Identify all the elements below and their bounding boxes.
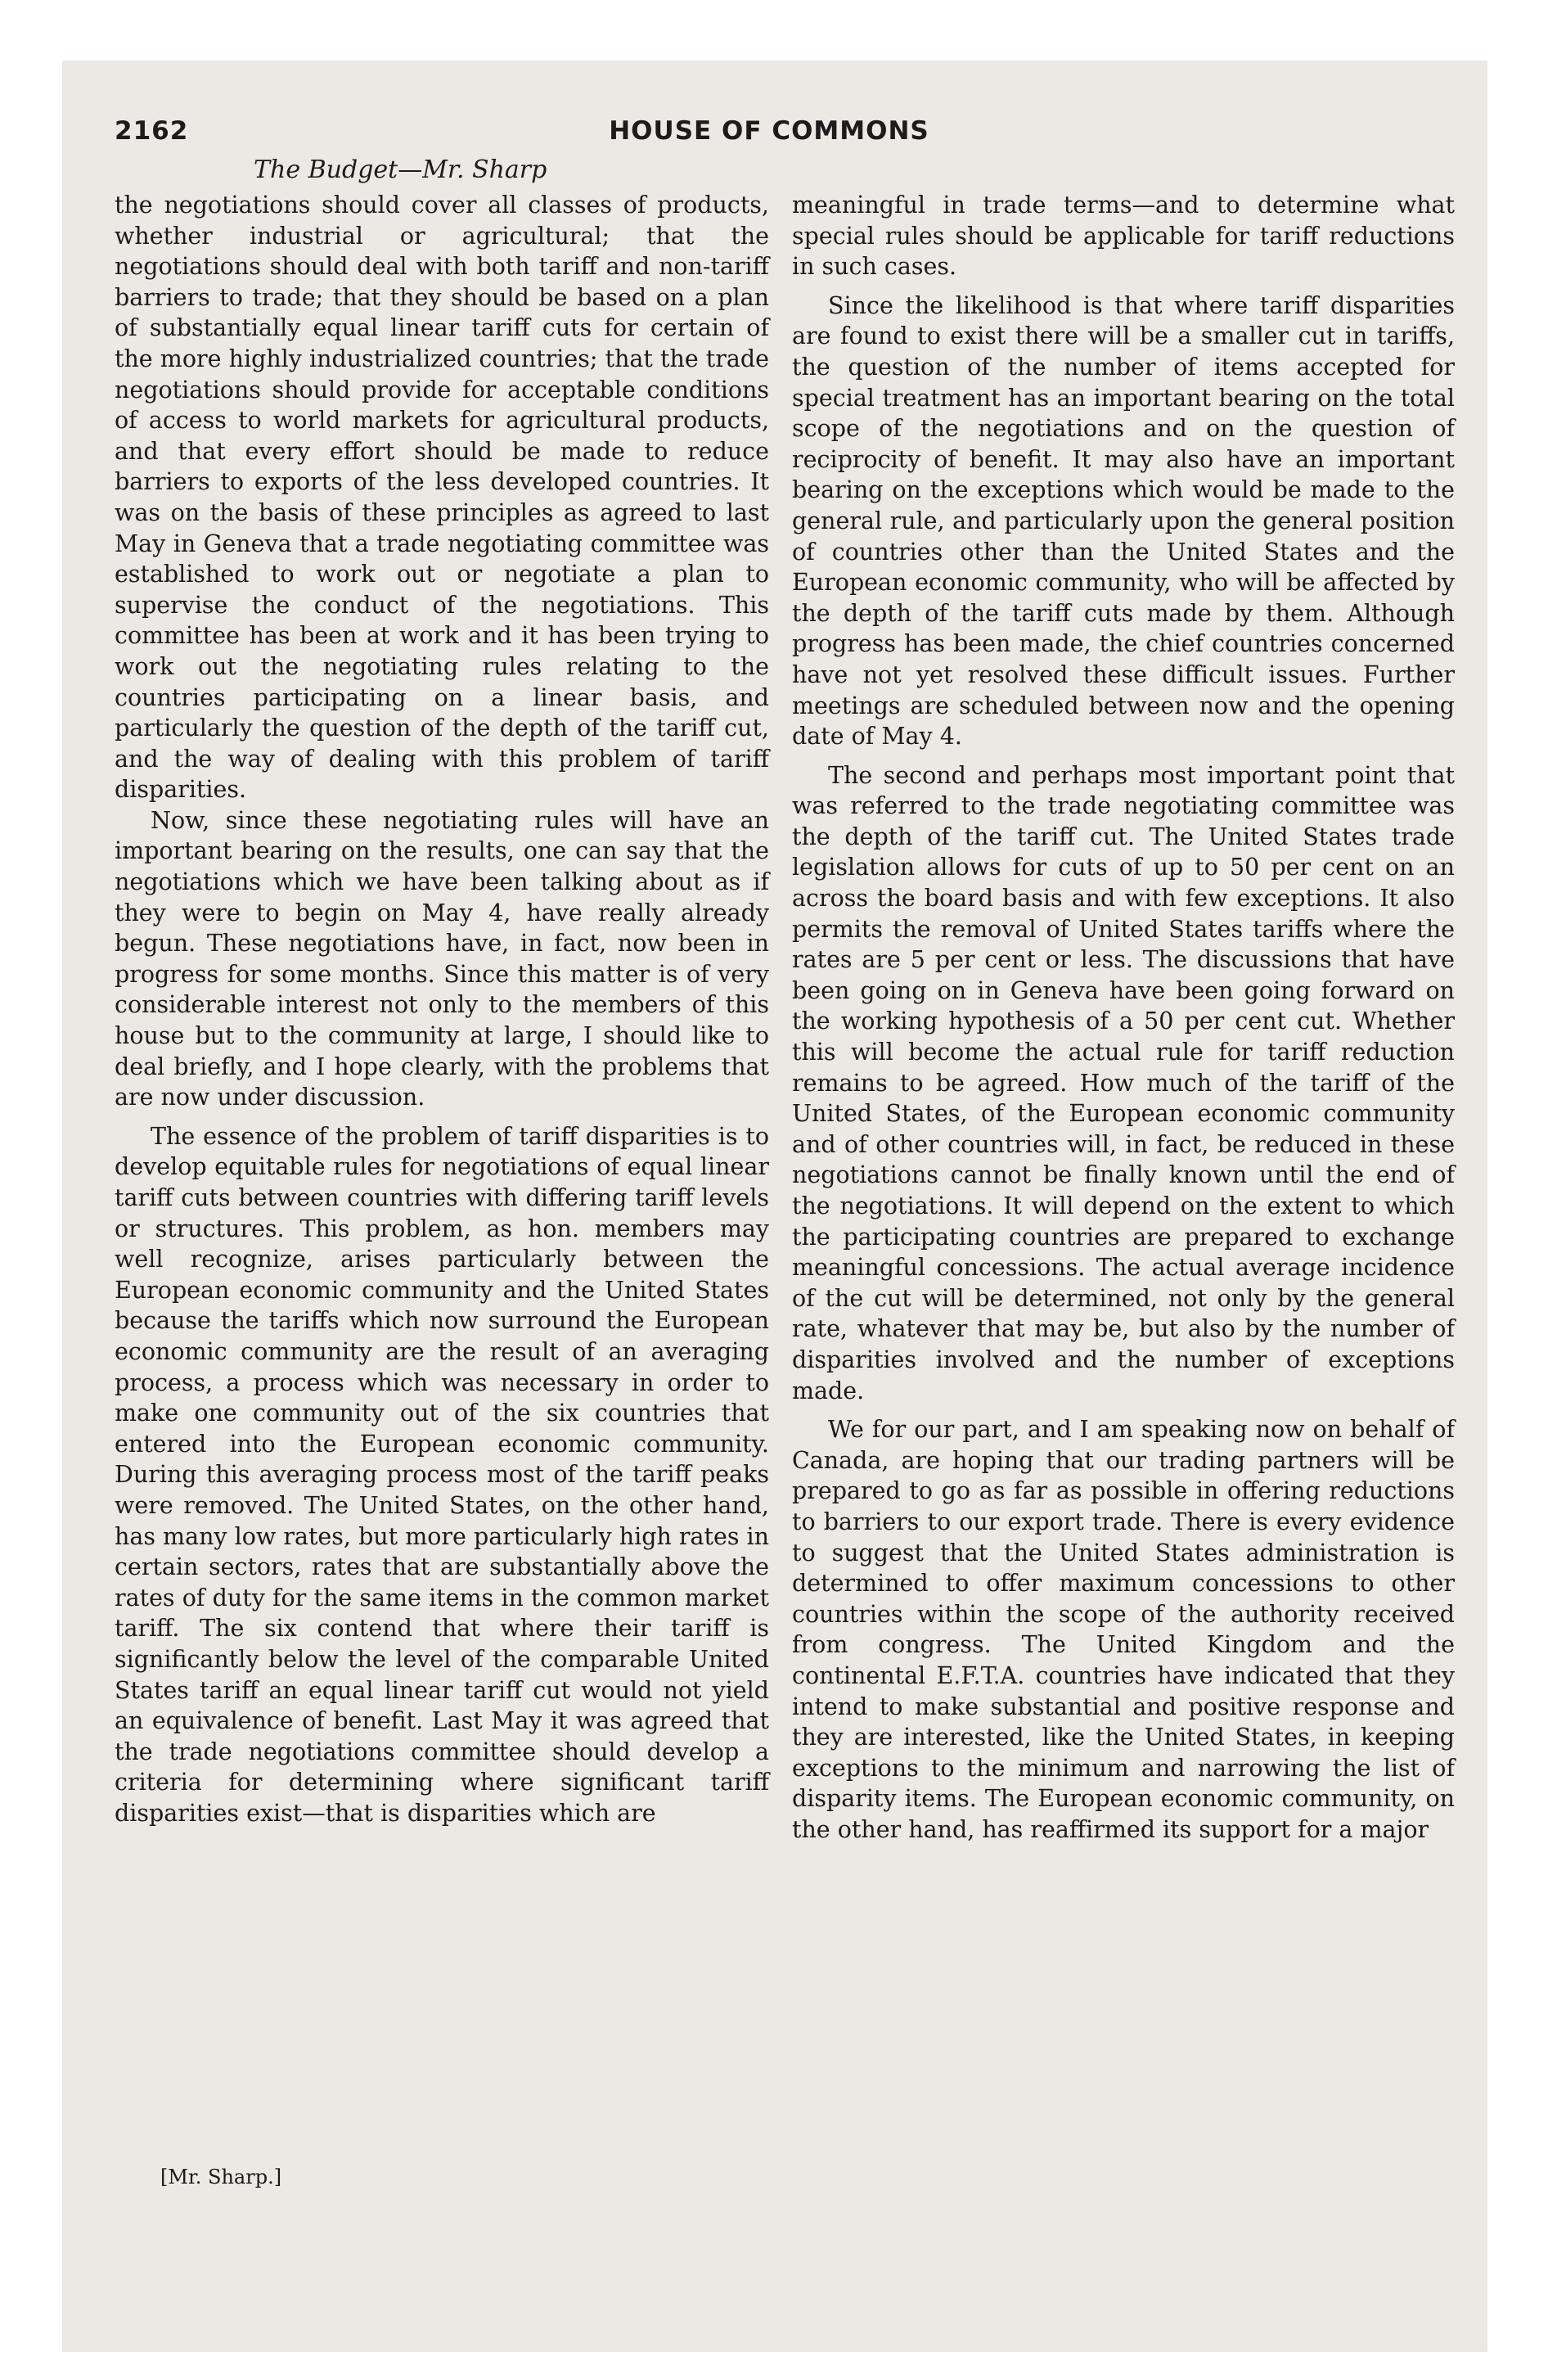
paragraph: meaningful in trade terms—and to determine what special rules should be applicable for tariff reductions in such cases.: [792, 192, 1455, 281]
speaker-tag: [Mr. Sharp.]: [160, 2166, 282, 2188]
left-column: [115, 190, 769, 1828]
paragraph: Since the likelihood is that where tariff disparities are found to exist there will be a smaller cut in tariffs, the question of the number of items accepted for special treatment has an important bearing on the total scope of the negotiations and on the question of reciprocity of benefit. It may also have an important bearing on the exceptions which would be made to the general rule, and particularly upon the general position of countries other than the United States and the European economic community, who will be affected by the depth of the tariff cuts made by them. Although progress has been made, the chief countries concerned have not yet resolved these difficult issues. Further meetings are scheduled between now and the opening date of May 4.: [792, 291, 1455, 751]
paragraph: The essence of the problem of tariff disparities is to develop equitable rules for negotiations of equal linear tariff cuts between countries with differing tariff levels or structures. This problem, as hon. members may well recognize, arises particularly between the European economic community and the United States because the tariffs which now surround the European economic community are the result of an averaging process, a process which was necessary in order to make one community out of the six countries that entered into the European economic community. During this averaging process most of the tariff peaks were removed. The United States, on the other hand, has many low rates, but more particularly high rates in certain sectors, rates that are substantially above the rates of duty for the same items in the common market tariff. The six contend that where their tariff is significantly below the level of the comparable United States tariff an equal linear tariff cut would not yield an equivalence of benefit. Last May it was agreed that the trade negotiations committee should develop a criteria for determining where significant tariff disparities exist—that is disparities which are: [115, 1122, 769, 1827]
right-column: [792, 190, 1455, 1845]
paragraph: Now, since these negotiating rules will have an important bearing on the results, one can say that the negotiations which we have been talking about as if they were to begin on May 4, have really already begun. These negotiations have, in fact, now been in progress for some months. Since this matter is of very considerable interest not only to the members of this house but to the community at large, I should like to deal briefly, and I hope clearly, with the problems that are now under discussion.: [115, 806, 769, 1111]
paragraph: the negotiations should cover all classes of products, whether industrial or agricultural; that the negotiations should deal with both tariff and non-tariff barriers to trade; that they should be based on a plan of substantially equal linear tariff cuts for certain of the more highly industrialized countries; that the trade negotiations should provide for acceptable conditions of access to world markets for agricultural products, and that every effort should be made to reduce barriers to exports of the less developed countries. It was on the basis of these principles as agreed to last May in Geneva that a trade negotiating committee was established to work out or negotiate a plan to supervise the conduct of the negotiations. This committee has been at work and it has been trying to work out the negotiating rules relating to the countries participating on a linear basis, and particularly the question of the depth of the tariff cut, and the way of dealing with this problem of tariff disparities.: [115, 192, 769, 804]
section-subheading: The Budget—Mr. Sharp: [254, 156, 547, 184]
page-header: [115, 116, 1424, 149]
page-number: 2162: [115, 116, 189, 146]
running-head: HOUSE OF COMMONS: [609, 116, 929, 146]
paragraph: The second and perhaps most important point that was referred to the trade negotiating committee was the depth of the tariff cut. The United States trade legislation allows for cuts of up to 50 per cent on an across the board basis and with few exceptions. It also permits the removal of United States tariffs where the rates are 5 per cent or less. The discussions that have been going on in Geneva have been going forward on the working hypothesis of a 50 per cent cut. Whether this will become the actual rule for tariff reduction remains to be agreed. How much of the tariff of the United States, of the European economic community and of other countries will, in fact, be reduced in these negotiations cannot be finally known until the end of the negotiations. It will depend on the extent to which the participating countries are prepared to exchange meaningful concessions. The actual average incidence of the cut will be determined, not only by the general rate, whatever that may be, but also by the number of disparities involved and the number of exceptions made.: [792, 761, 1455, 1404]
paragraph: We for our part, and I am speaking now on behalf of Canada, are hoping that our trading partners will be prepared to go as far as possible in offering reductions to barriers to our export trade. There is every evidence to suggest that the United States administration is determined to offer maximum concessions to other countries within the scope of the authority received from congress. The United Kingdom and the continental E.F.T.A. countries have indicated that they intend to make substantial and positive response and they are interested, like the United States, in keeping exceptions to the minimum and narrowing the list of disparity items. The European economic community, on the other hand, has reaffirmed its support for a major: [792, 1416, 1455, 1843]
